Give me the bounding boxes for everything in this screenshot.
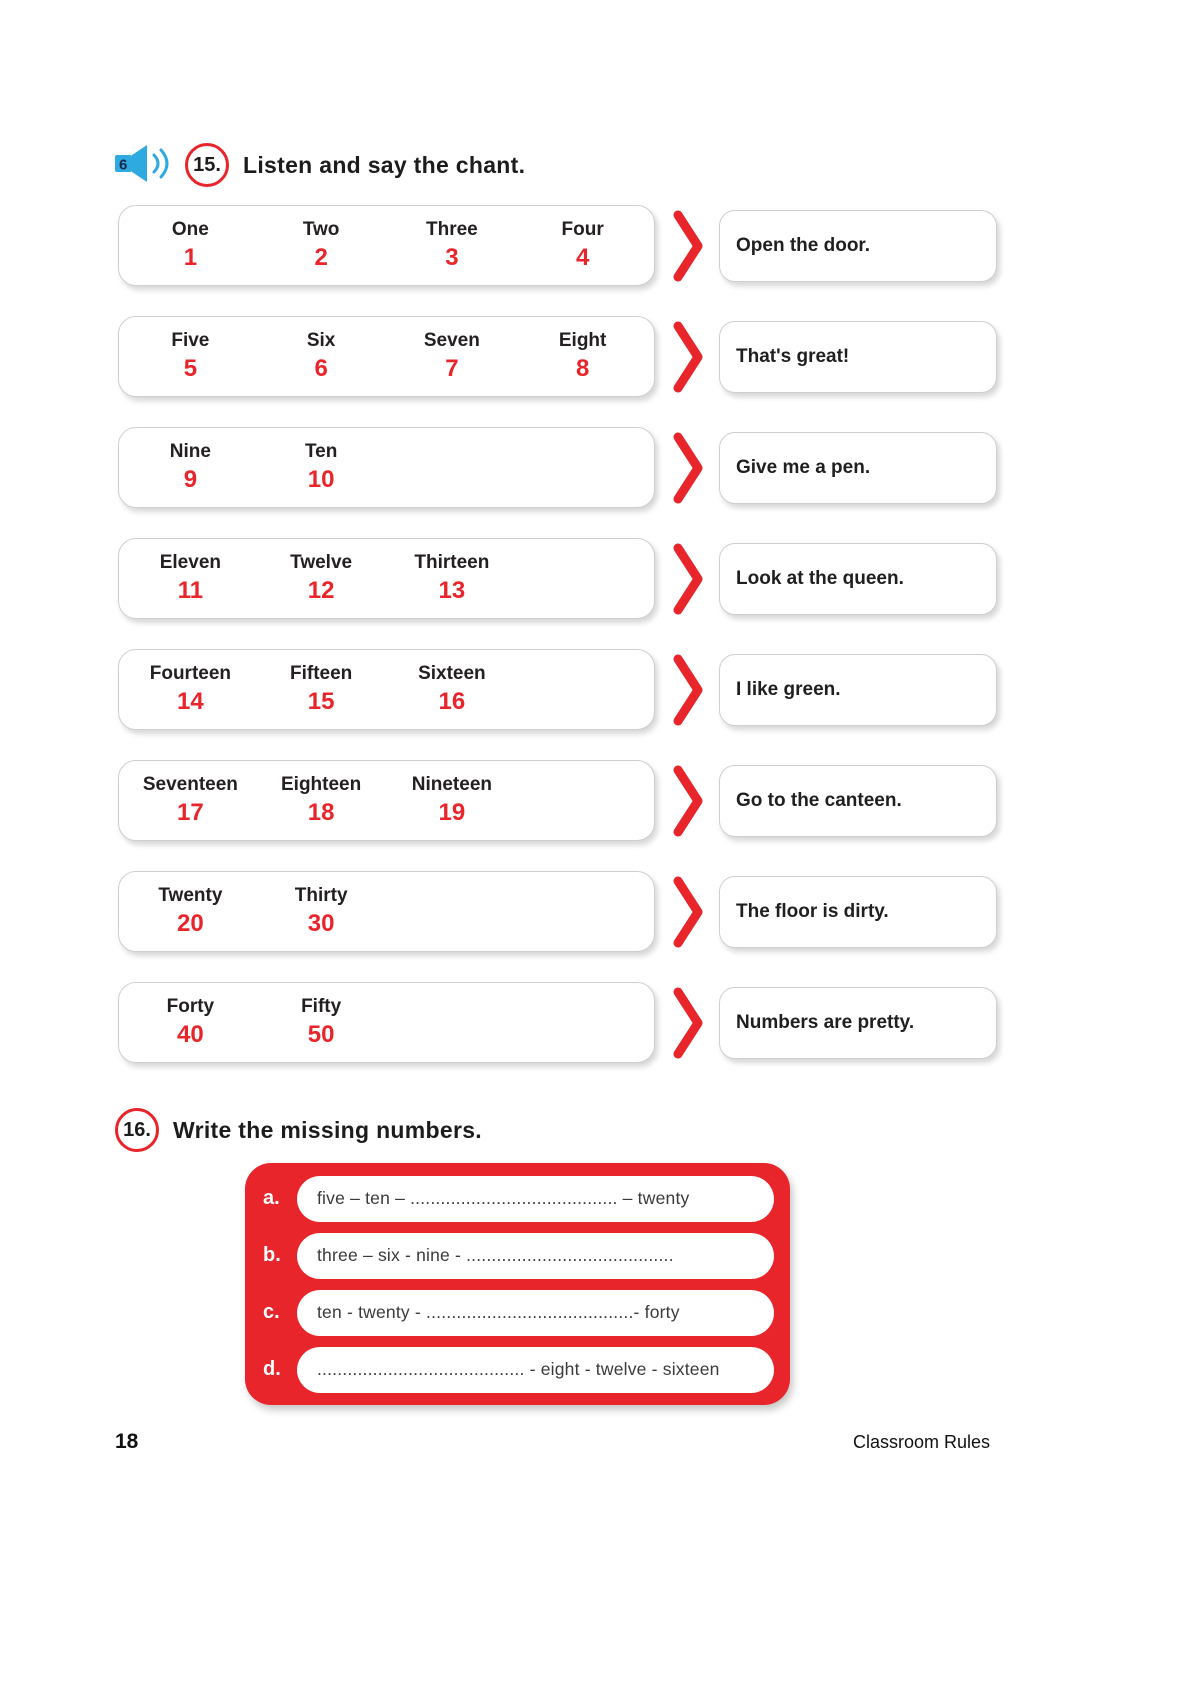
chevron-icon xyxy=(673,319,703,395)
item-label: b. xyxy=(263,1244,281,1266)
phrase-box xyxy=(719,876,997,948)
number-word: Twenty xyxy=(158,885,223,906)
number-column xyxy=(387,466,518,469)
chevron-icon xyxy=(673,763,703,839)
number-word: Four xyxy=(561,219,604,240)
missing-number-row xyxy=(261,1347,774,1393)
numbers-box xyxy=(118,205,655,286)
chant-row xyxy=(118,427,997,508)
answer-line[interactable] xyxy=(297,1347,774,1393)
answer-text: ......................................... - eight - twelve - sixteen xyxy=(317,1359,720,1379)
answer-text: ten - twenty - .........................................- forty xyxy=(317,1302,680,1322)
number-digit: 16 xyxy=(438,688,466,715)
number-digit: 50 xyxy=(307,1021,335,1048)
answer-line[interactable] xyxy=(297,1176,774,1222)
page-footer xyxy=(115,1430,990,1454)
chant-row xyxy=(118,316,997,397)
numbers-box xyxy=(118,538,655,619)
number-column xyxy=(256,774,387,827)
number-word: Eleven xyxy=(159,552,221,573)
number-word: Eight xyxy=(558,330,607,351)
chevron-icon xyxy=(673,874,703,950)
number-digit: 40 xyxy=(177,1021,204,1048)
number-digit: 30 xyxy=(307,910,335,937)
number-digit: 2 xyxy=(314,244,328,271)
number-column xyxy=(125,441,256,494)
phrase-text: I like green. xyxy=(736,678,841,700)
number-digit: 7 xyxy=(445,355,459,382)
number-word: Twelve xyxy=(290,552,353,573)
number-digit: 15 xyxy=(307,688,335,715)
number-word: Ten xyxy=(304,441,338,462)
chant-section xyxy=(118,205,997,1063)
number-column xyxy=(125,996,256,1049)
number-word: Fifty xyxy=(301,996,342,1017)
numbers-box xyxy=(118,982,655,1063)
number-word: Seventeen xyxy=(142,774,238,795)
number-digit: 12 xyxy=(307,577,335,604)
number-column xyxy=(125,330,256,383)
number-column xyxy=(517,577,648,580)
number-column xyxy=(256,552,387,605)
activity-15-number: 15. xyxy=(185,143,229,187)
number-column xyxy=(517,910,648,913)
number-column xyxy=(387,330,518,383)
answer-text: three – six - nine - ......................................... xyxy=(317,1245,674,1265)
number-column xyxy=(125,552,256,605)
missing-numbers-box xyxy=(245,1163,790,1405)
numbers-box xyxy=(118,427,655,508)
number-digit: 17 xyxy=(177,799,204,826)
chant-row xyxy=(118,538,997,619)
number-column xyxy=(256,219,387,272)
item-label: d. xyxy=(263,1358,281,1380)
number-column xyxy=(517,688,648,691)
number-column xyxy=(125,885,256,938)
chevron-icon xyxy=(673,541,703,617)
number-column xyxy=(517,466,648,469)
phrase-text: Give me a pen. xyxy=(736,456,871,478)
number-word: Two xyxy=(302,219,340,240)
missing-number-row xyxy=(261,1176,774,1222)
chevron-icon xyxy=(673,208,703,284)
number-digit: 20 xyxy=(177,910,204,937)
number-column xyxy=(387,663,518,716)
number-digit: 14 xyxy=(177,688,204,715)
phrase-box xyxy=(719,654,997,726)
chant-row xyxy=(118,205,997,286)
activity-16-header xyxy=(115,1108,482,1152)
item-label: a. xyxy=(263,1187,280,1209)
number-word: Three xyxy=(426,219,478,240)
number-word: Forty xyxy=(166,996,215,1017)
number-column xyxy=(517,799,648,802)
number-word: Nineteen xyxy=(411,774,492,795)
number-word: Seven xyxy=(423,330,480,351)
chant-row xyxy=(118,760,997,841)
number-column xyxy=(387,552,518,605)
phrase-box xyxy=(719,432,997,504)
activity-15-header xyxy=(113,143,525,187)
number-column xyxy=(256,663,387,716)
audio-speaker-icon[interactable] xyxy=(113,143,175,187)
number-digit: 13 xyxy=(438,577,466,604)
number-column xyxy=(125,219,256,272)
audio-track-number: 6 xyxy=(119,156,128,174)
chant-row xyxy=(118,982,997,1063)
phrase-box xyxy=(719,210,997,282)
numbers-box xyxy=(118,760,655,841)
number-column xyxy=(256,885,387,938)
number-word: Nine xyxy=(169,441,211,462)
missing-number-row xyxy=(261,1290,774,1336)
number-word: Thirty xyxy=(294,885,348,906)
number-column xyxy=(387,219,518,272)
phrase-text: Numbers are pretty. xyxy=(736,1011,915,1033)
activity-15-title: Listen and say the chant. xyxy=(243,151,526,178)
number-column xyxy=(387,910,518,913)
number-digit: 4 xyxy=(575,244,590,271)
numbers-box xyxy=(118,316,655,397)
number-word: One xyxy=(171,219,209,240)
chevron-icon xyxy=(673,985,703,1061)
number-column xyxy=(256,330,387,383)
page-number: 18 xyxy=(115,1430,139,1453)
chevron-icon xyxy=(673,652,703,728)
phrase-box xyxy=(719,543,997,615)
numbers-box xyxy=(118,871,655,952)
number-column xyxy=(125,774,256,827)
number-digit: 9 xyxy=(183,466,198,493)
activity-16-number: 16. xyxy=(115,1108,159,1152)
activity-16-title: Write the missing numbers. xyxy=(173,1116,482,1143)
number-digit: 8 xyxy=(575,355,590,382)
number-digit: 1 xyxy=(183,244,198,271)
answer-line[interactable] xyxy=(297,1290,774,1336)
number-column xyxy=(517,330,648,383)
number-column xyxy=(517,219,648,272)
number-word: Fourteen xyxy=(149,663,232,684)
item-label: c. xyxy=(263,1301,280,1323)
phrase-text: Open the door. xyxy=(736,234,871,256)
number-digit: 10 xyxy=(307,466,335,493)
number-column xyxy=(125,663,256,716)
number-digit: 19 xyxy=(438,799,466,826)
number-column xyxy=(517,1021,648,1024)
phrase-text: Look at the queen. xyxy=(736,567,904,589)
number-digit: 5 xyxy=(183,355,198,382)
chevron-icon xyxy=(673,430,703,506)
number-word: Sixteen xyxy=(418,663,486,684)
number-column xyxy=(387,774,518,827)
phrase-box xyxy=(719,765,997,837)
number-word: Fifteen xyxy=(289,663,353,684)
answer-line[interactable] xyxy=(297,1233,774,1279)
answer-text: five – ten – ......................................... – twenty xyxy=(317,1188,690,1208)
number-digit: 11 xyxy=(177,577,204,604)
number-column xyxy=(256,996,387,1049)
number-word: Five xyxy=(171,330,210,351)
phrase-text: That's great! xyxy=(736,345,850,367)
missing-number-row xyxy=(261,1233,774,1279)
number-column xyxy=(387,1021,518,1024)
number-digit: 6 xyxy=(314,355,328,382)
phrase-box xyxy=(719,987,997,1059)
number-word: Thirteen xyxy=(414,552,490,573)
number-digit: 3 xyxy=(445,244,459,271)
number-word: Six xyxy=(306,330,336,351)
numbers-box xyxy=(118,649,655,730)
number-column xyxy=(256,441,387,494)
phrase-text: The floor is dirty. xyxy=(736,900,889,922)
phrase-text: Go to the canteen. xyxy=(736,789,902,811)
footer-chapter-title: Classroom Rules xyxy=(852,1432,990,1452)
phrase-box xyxy=(719,321,997,393)
chant-row xyxy=(118,649,997,730)
chant-row xyxy=(118,871,997,952)
number-digit: 18 xyxy=(307,799,335,826)
number-word: Eighteen xyxy=(281,774,362,795)
